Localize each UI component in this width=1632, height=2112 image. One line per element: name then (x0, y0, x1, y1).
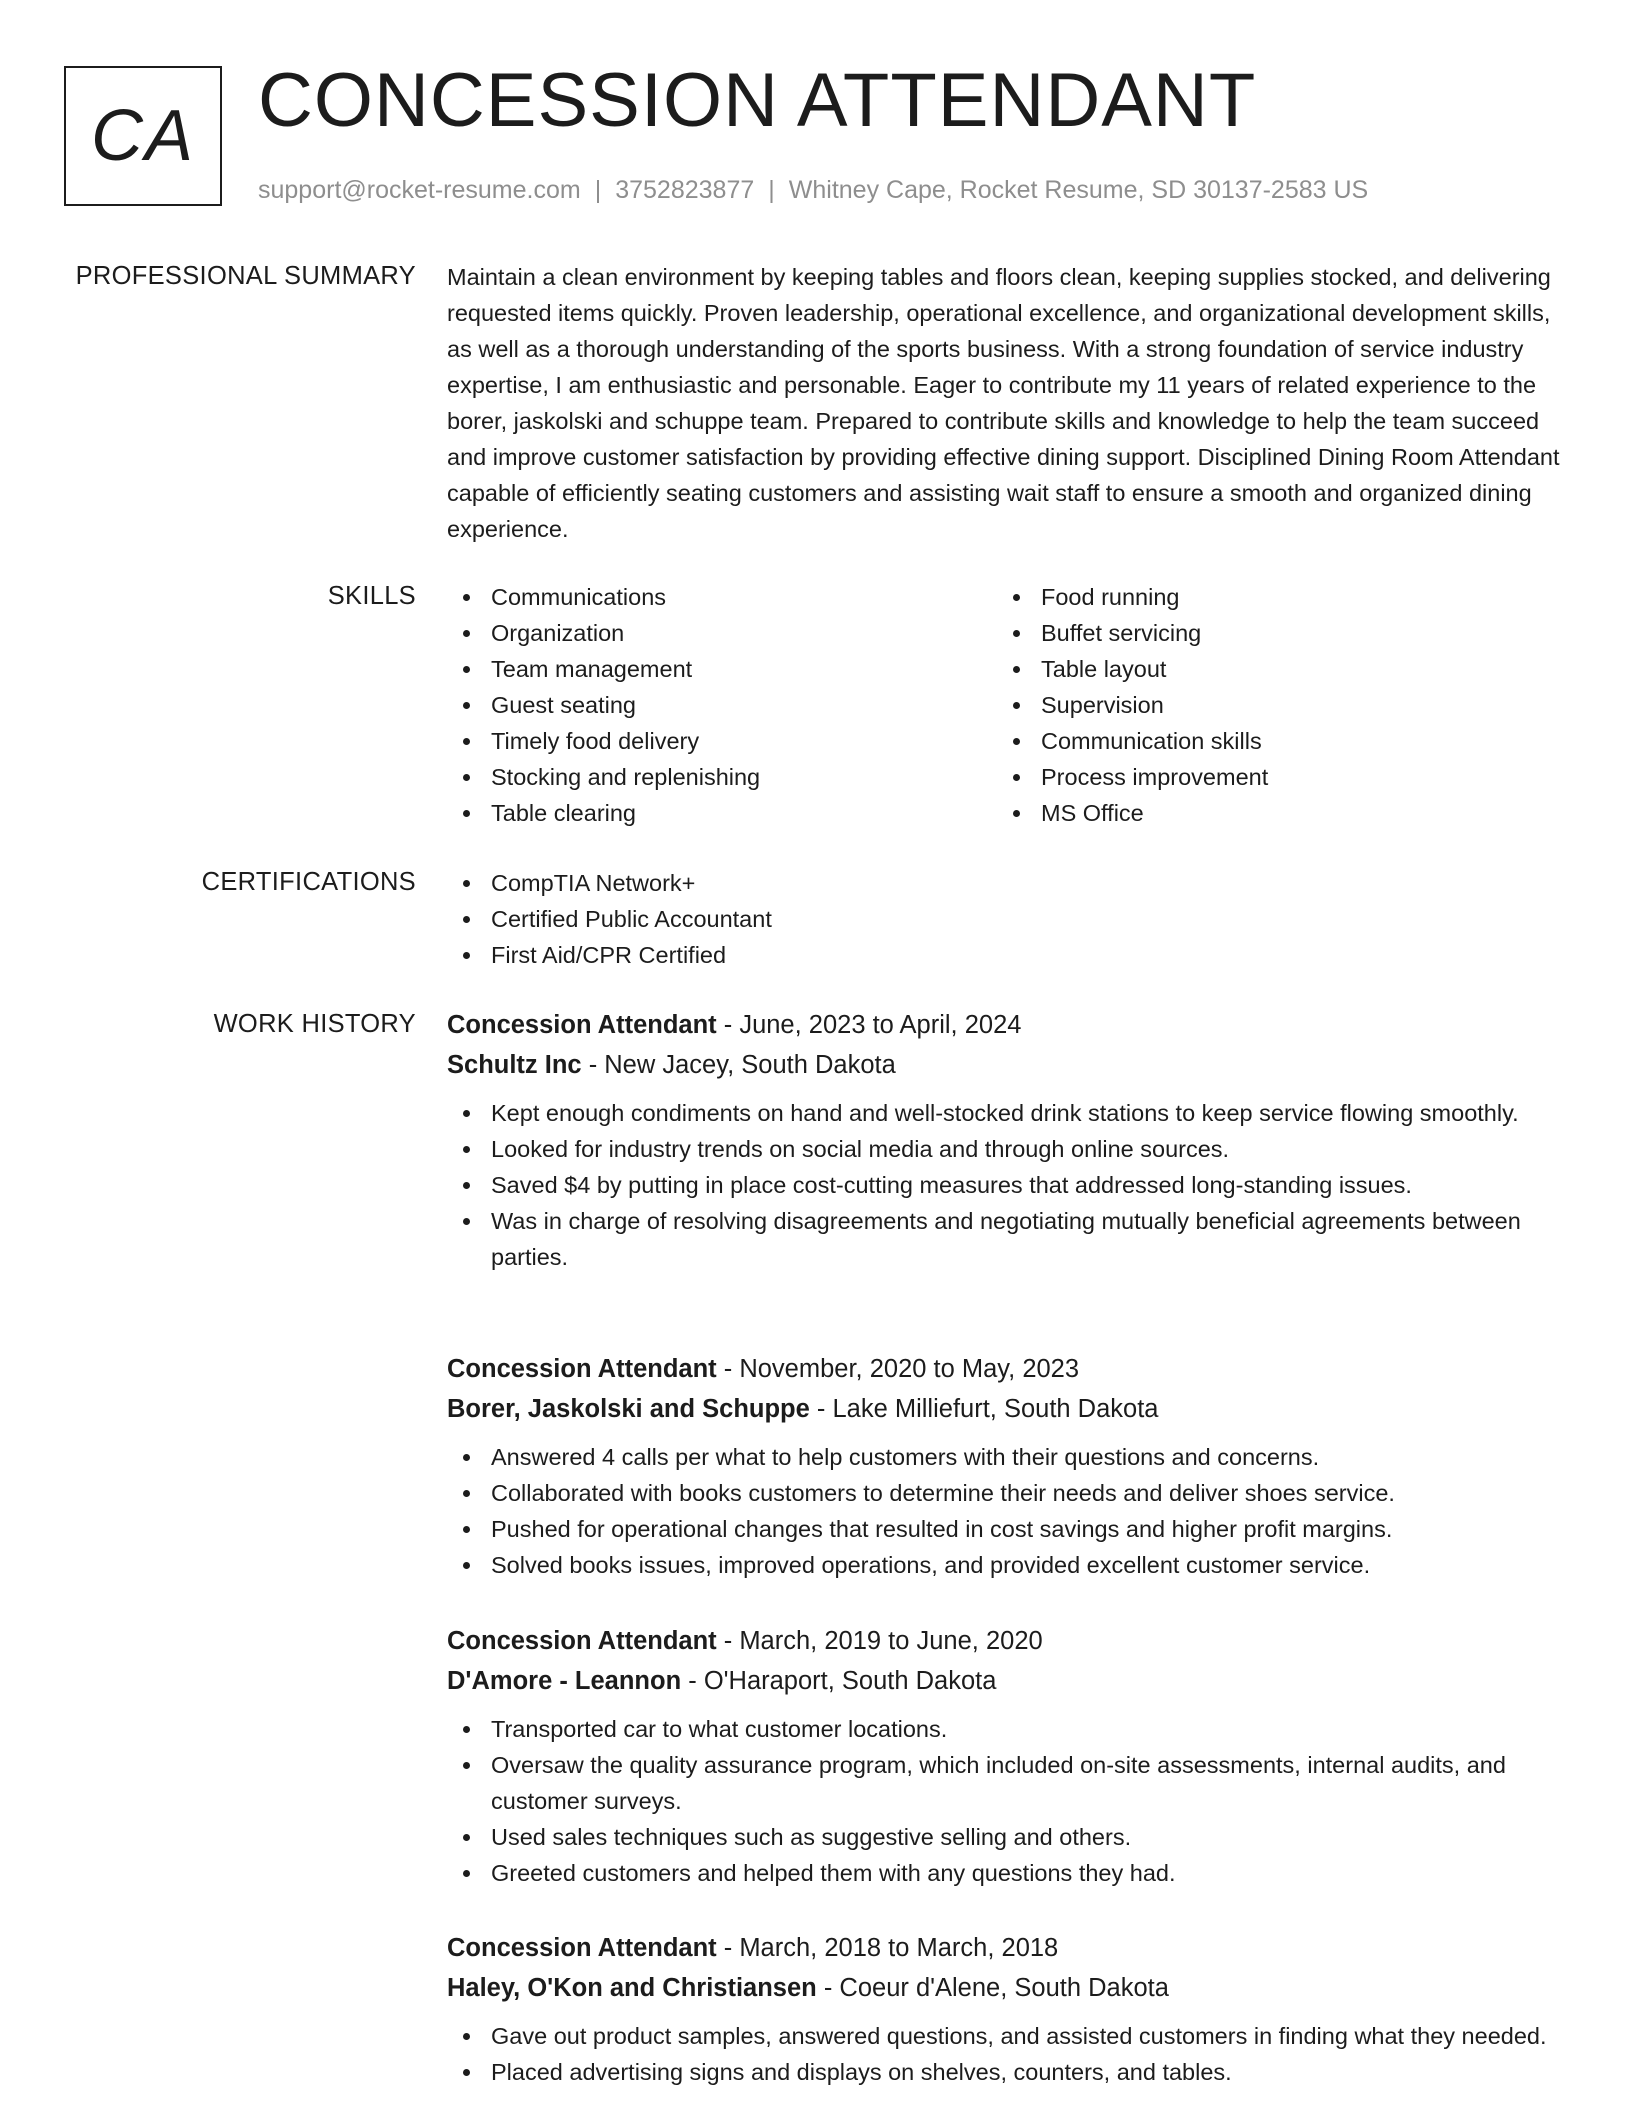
skill-item: Table clearing (447, 795, 997, 831)
skill-item: Stocking and replenishing (447, 759, 997, 795)
skill-item: Buffet servicing (997, 615, 1547, 651)
job-company: Schultz Inc (447, 1051, 582, 1079)
job-bullet: Kept enough condiments on hand and well-stocked drink stations to keep service flowing smoothly. (447, 1095, 1572, 1131)
certifications-list (447, 865, 1572, 973)
job-bullet: Answered 4 calls per what to help customers with their questions and concerns. (447, 1439, 1572, 1475)
job-bullet: Placed advertising signs and displays on shelves, counters, and tables. (447, 2054, 1572, 2090)
job-company: Borer, Jaskolski and Schuppe (447, 1395, 810, 1423)
resume-name: CONCESSION ATTENDANT (258, 58, 1257, 143)
job-bullet: Gave out product samples, answered questions, and assisted customers in finding what they needed. (447, 2018, 1572, 2054)
job-location: - O'Haraport, South Dakota (681, 1667, 997, 1695)
job-bullet: Pushed for operational changes that resulted in cost savings and higher profit margins. (447, 1511, 1572, 1547)
job-bullets (447, 1095, 1572, 1275)
section-label-skills: SKILLS (327, 582, 416, 610)
job-company: D'Amore - Leannon (447, 1667, 682, 1695)
skill-item: Food running (997, 579, 1547, 615)
monogram: CA (64, 66, 222, 206)
job-bullets (447, 1439, 1572, 1583)
job-bullet: Collaborated with books customers to determine their needs and deliver shoes service. (447, 1475, 1572, 1511)
job-bullet: Solved books issues, improved operations, and provided excellent customer service. (447, 1547, 1572, 1583)
job-title: Concession Attendant (447, 1011, 717, 1039)
summary-text: Maintain a clean environment by keeping tables and floors clean, keeping supplies stocked, and delivering requested items quickly. Proven leadership, operational excellence, and organizational development skills, as well as a thorough understanding of the sports business. With a strong foundation of service industry expertise, I am enthusiastic and personable. Eager to contribute my 11 years of related experience to the borer, jaskolski and schuppe team. Prepared to contribute skills and knowledge to help the team succeed and improve customer satisfaction by providing effective dining support. Disciplined Dining Room Attendant capable of efficiently seating customers and assisting wait staff to ensure a smooth and organized dining experience. (447, 264, 1560, 542)
job-bullet: Oversaw the quality assurance program, which included on-site assessments, internal audits, and customer surveys. (447, 1747, 1572, 1819)
skill-item: Table layout (997, 651, 1547, 687)
skill-item: MS Office (997, 795, 1547, 831)
skill-item: Communications (447, 579, 997, 615)
contact-separator: | (594, 176, 602, 204)
job-bullet: Transported car to what customer locations. (447, 1711, 1572, 1747)
job-bullets (447, 1711, 1572, 1891)
skill-item: Communication skills (997, 723, 1547, 759)
job-bullet: Used sales techniques such as suggestive selling and others. (447, 1819, 1572, 1855)
job-location: - Lake Milliefurt, South Dakota (809, 1395, 1159, 1423)
skills-list-right (997, 579, 1547, 831)
contact-email[interactable]: support@rocket-resume.com (258, 176, 581, 204)
skill-item: Process improvement (997, 759, 1547, 795)
skill-item: Guest seating (447, 687, 997, 723)
section-label-summary: PROFESSIONAL SUMMARY (75, 262, 416, 290)
job-dates: - June, 2023 to April, 2024 (716, 1011, 1022, 1039)
section-label-work-history: WORK HISTORY (213, 1010, 416, 1038)
job-dates: - November, 2020 to May, 2023 (716, 1355, 1080, 1383)
job-dates: - March, 2018 to March, 2018 (716, 1934, 1059, 1962)
certification-item: First Aid/CPR Certified (447, 937, 1572, 973)
certification-item: Certified Public Accountant (447, 901, 1572, 937)
job-bullet: Greeted customers and helped them with any questions they had. (447, 1855, 1572, 1891)
job-title: Concession Attendant (447, 1627, 717, 1655)
contact-address: Whitney Cape, Rocket Resume, SD 30137-2583 US (788, 176, 1369, 204)
job-location: - Coeur d'Alene, South Dakota (816, 1974, 1169, 2002)
skill-item: Organization (447, 615, 997, 651)
job-bullets (447, 2018, 1572, 2090)
skills-list-left (447, 579, 997, 831)
job-title: Concession Attendant (447, 1355, 717, 1383)
contact-phone[interactable]: 3752823877 (615, 176, 755, 204)
job-title: Concession Attendant (447, 1934, 717, 1962)
section-label-certifications: CERTIFICATIONS (201, 868, 416, 896)
skill-item: Timely food delivery (447, 723, 997, 759)
job-company: Haley, O'Kon and Christiansen (447, 1974, 817, 2002)
job-bullet: Looked for industry trends on social media and through online sources. (447, 1131, 1572, 1167)
certification-item: CompTIA Network+ (447, 865, 1572, 901)
job-dates: - March, 2019 to June, 2020 (716, 1627, 1043, 1655)
job-bullet: Saved $4 by putting in place cost-cutting measures that addressed long-standing issues. (447, 1167, 1572, 1203)
skill-item: Supervision (997, 687, 1547, 723)
job-location: - New Jacey, South Dakota (581, 1051, 896, 1079)
contact-separator: | (768, 176, 775, 204)
job-bullet: Was in charge of resolving disagreements and negotiating mutually beneficial agreements between parties. (447, 1203, 1572, 1275)
contact-line (258, 174, 1368, 206)
skill-item: Team management (447, 651, 997, 687)
